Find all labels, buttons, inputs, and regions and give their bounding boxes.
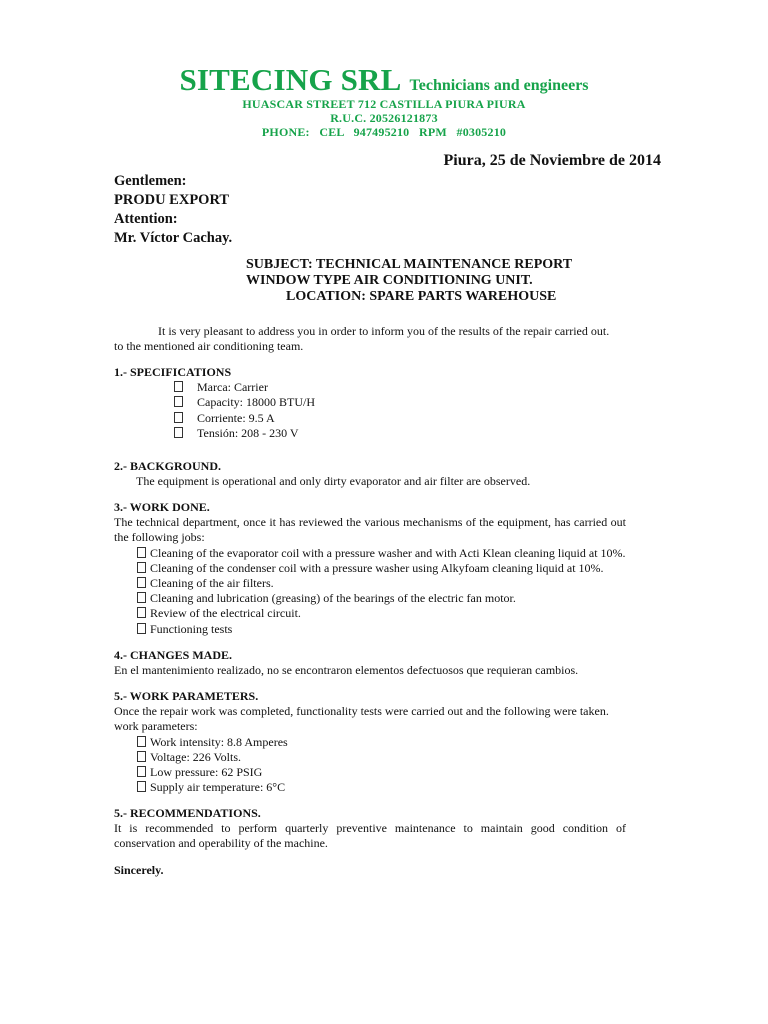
closing: Sincerely. — [114, 863, 164, 877]
checkbox-bullet-icon — [137, 751, 146, 762]
list-item: Low pressure: 62 PSIG — [114, 765, 626, 780]
company-ruc: R.U.C. 20526121873 — [330, 111, 438, 125]
section-text: En el mantenimiento realizado, no se encontraron elementos defectuosos que requieran cambios. — [114, 663, 579, 678]
company-phone: PHONE: CEL 947495210 RPM #0305210 — [261, 125, 507, 139]
changes-section — [114, 648, 626, 678]
checkbox-bullet-icon — [137, 781, 146, 792]
checkbox-bullet-icon — [137, 592, 146, 603]
list-item: Functioning tests — [114, 622, 626, 637]
recipient-name: Mr. Víctor Cachay. — [114, 230, 233, 246]
section-title: 5.- RECOMMENDATIONS. — [114, 806, 261, 820]
checkbox-bullet-icon — [137, 547, 146, 558]
letterhead — [0, 62, 768, 98]
list-item: Supply air temperature: 6°C — [114, 780, 626, 795]
section-text: The equipment is operational and only dirty evaporator and air filter are observed. — [136, 474, 531, 489]
list-item: Capacity: 18000 BTU/H — [114, 395, 626, 410]
recipient-block — [114, 172, 232, 248]
section-title: 1.- SPECIFICATIONS — [114, 365, 232, 379]
subject-block — [246, 257, 572, 305]
list-item: Voltage: 226 Volts. — [114, 750, 626, 765]
jobs-list — [114, 546, 626, 637]
recipient-company: PRODU EXPORT — [114, 192, 230, 208]
checkbox-bullet-icon — [174, 427, 183, 438]
checkbox-bullet-icon — [137, 562, 146, 573]
list-item: Marca: Carrier — [114, 380, 626, 395]
subject-line: SUBJECT: TECHNICAL MAINTENANCE REPORT — [246, 257, 573, 272]
list-item: Cleaning and lubrication (greasing) of the bearings of the electric fan motor. — [114, 591, 626, 606]
parameters-section — [114, 689, 626, 795]
list-item: Cleaning of the condenser coil with a pressure washer using Alkyfoam cleaning liquid at 10%. — [114, 561, 626, 576]
list-item: Work intensity: 8.8 Amperes — [114, 735, 626, 750]
section-text: the following jobs: — [114, 530, 205, 545]
list-item: Tensión: 208 - 230 V — [114, 426, 626, 441]
work-done-section — [114, 500, 626, 637]
section-text: work parameters: — [114, 719, 198, 734]
section-title: 2.- BACKGROUND. — [114, 459, 221, 473]
specifications-section — [114, 365, 626, 441]
list-item: Review of the electrical circuit. — [114, 606, 626, 621]
intro-paragraph — [114, 324, 626, 354]
checkbox-bullet-icon — [137, 577, 146, 588]
checkbox-bullet-icon — [137, 607, 146, 618]
checkbox-bullet-icon — [174, 381, 183, 392]
list-item: Cleaning of the air filters. — [114, 576, 626, 591]
background-section — [114, 459, 626, 489]
recommendations-section — [114, 806, 626, 852]
subject-location: LOCATION: SPARE PARTS WAREHOUSE — [286, 289, 557, 304]
subject-unit: WINDOW TYPE AIR CONDITIONING UNIT. — [246, 273, 533, 288]
intro-line: to the mentioned air conditioning team. — [114, 339, 304, 354]
attention-label: Attention: — [114, 211, 178, 227]
section-text: Once the repair work was completed, functionality tests were carried out and the following were taken. — [114, 704, 609, 719]
section-text: conservation and operability of the machine. — [114, 836, 328, 851]
greeting: Gentlemen: — [114, 173, 187, 189]
parameters-list — [114, 735, 626, 796]
section-text: The technical department, once it has reviewed the various mechanisms of the equipment, has carried out — [114, 515, 626, 530]
intro-line: It is very pleasant to address you in order to inform you of the results of the repair carried out. — [158, 324, 610, 338]
section-title: 4.- CHANGES MADE. — [114, 648, 233, 662]
section-title: 3.- WORK DONE. — [114, 500, 210, 514]
company-tagline: Technicians and engineers — [409, 77, 589, 94]
section-title: 5.- WORK PARAMETERS. — [114, 689, 259, 703]
checkbox-bullet-icon — [174, 396, 183, 407]
company-address: HUASCAR STREET 712 CASTILLA PIURA PIURA — [242, 97, 526, 111]
checkbox-bullet-icon — [174, 412, 183, 423]
checkbox-bullet-icon — [137, 766, 146, 777]
section-text: It is recommended to perform quarterly preventive maintenance to maintain good condition of — [114, 821, 626, 836]
checkbox-bullet-icon — [137, 736, 146, 747]
spec-list — [114, 380, 626, 441]
company-name: SITECING SRL — [179, 62, 402, 97]
list-item: Cleaning of the evaporator coil with a pressure washer and with Acti Klean cleaning liquid at 10%. — [114, 546, 626, 561]
checkbox-bullet-icon — [137, 623, 146, 634]
letter-date: Piura, 25 de Noviembre de 2014 — [443, 152, 661, 169]
list-item: Corriente: 9.5 A — [114, 411, 626, 426]
